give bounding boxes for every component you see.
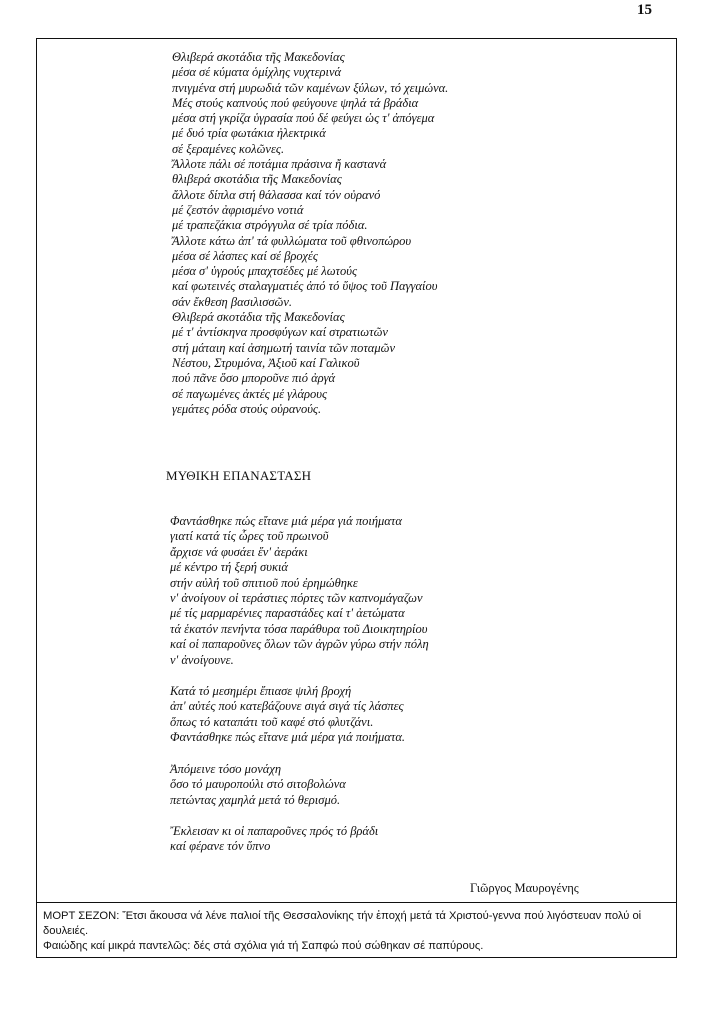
poem-line: μέ δυό τρία φωτάκια ἠλεκτρικά [172, 126, 326, 141]
poem-line: ν' ἀνοίγουνε. [170, 652, 234, 667]
poem-line: Θλιβερά σκοτάδια τῆς Μακεδονίας [172, 310, 345, 325]
poem-line: ἄλλοτε δίπλα στή θάλασσα καί τόν οὐρανό [172, 187, 381, 202]
poem-line: στήν αὐλή τοῦ σπιτιοῦ πού ἐρημώθηκε [170, 575, 358, 590]
poem-line: μέ κέντρο τή ξερή συκιά [170, 560, 288, 575]
section-title: ΜΥΘΙΚΗ ΕΠΑΝΑΣΤΑΣΗ [166, 468, 312, 483]
footnote-term: Φαιώδης καί μικρά παντελῶς: [43, 940, 191, 952]
poem-line: μέ τ' ἀντίσκηνα προσφύγων καί στρατιωτῶν [172, 325, 388, 340]
footnote-term: ΜΟΡΤ ΣΕΖΟΝ: [43, 910, 120, 922]
author-signature: Γιῶργος Μαυρογένης [470, 881, 579, 895]
poem-line: ὅσο τό μαυροπούλι στό σιτοβολώνα [170, 777, 346, 792]
poem-line: Φαντάσθηκε πώς εἴτανε μιά μέρα γιά ποιήματα [170, 514, 402, 528]
footnote [43, 909, 669, 939]
poem-line: Κατά τό μεσημέρι ἔπιασε ψιλή βροχή [170, 684, 352, 699]
poem-stanza [170, 824, 670, 855]
poem-line: τά ἑκατόν πενήντα τόσα παράθυρα τοῦ Διοικητηρίου [170, 621, 428, 636]
poem-line: μέσα σέ λάσπες καί σέ βροχές [172, 248, 318, 263]
footer-divider [36, 902, 677, 903]
poem-line: Ἔκλεισαν κι οἱ παπαροῦνες πρός τό βράδι [170, 823, 379, 838]
poem-line: σέ ξεραμένες κολῶνες. [172, 141, 285, 156]
poem-line: καί φέρανε τόν ὕπνο [170, 839, 271, 854]
poem-line: πνιγμένα στή μυρωδιά τῶν καμένων ξύλων, τό χειμώνα. [172, 80, 449, 95]
poem-macedonia [172, 50, 672, 417]
poem-stanza [170, 684, 670, 746]
poem-line: ἄρχισε νά φυσάει ἕν' ἀεράκι [170, 544, 308, 559]
poem-line: θλιβερά σκοτάδια τῆς Μακεδονίας [172, 172, 342, 187]
poem-line: μέσα στή γκρίζα ὑγρασία πού δέ φεύγει ὡς τ' ἀπόγεμα [172, 111, 435, 126]
poem-line: Μές στούς καπνούς πού φεύγουνε ψηλά τά βράδια [172, 95, 419, 110]
poem-mythical-revolution [170, 514, 670, 871]
poem-line: γεμάτες ρόδα στούς οὐρανούς. [172, 401, 322, 416]
poem-line: πετώντας χαμηλά μετά τό θερισμό. [170, 792, 341, 807]
poem-line: Ἄλλοτε πάλι σέ ποτάμια πράσινα ἤ καστανά [172, 157, 387, 172]
poem-line: Ἀπόμεινε τόσο μονάχη [170, 761, 282, 776]
poem-line: σάν ἔκθεση βασιλισσῶν. [172, 294, 293, 309]
poem-stanza [170, 514, 670, 668]
poem-line: καί οἱ παπαροῦνες ὅλων τῶν ἀγρῶν γύρω στήν πόλη [170, 637, 429, 652]
poem-line: Νέστου, Στρυμόνα, Ἀξιοῦ καί Γαλικοῦ [172, 355, 360, 370]
poem-line: γιατί κατά τίς ὧρες τοῦ πρωινοῦ [170, 529, 329, 544]
poem-line: μέ τίς μαρμαρένιες παραστάδες καί τ' ἀετώματα [170, 606, 405, 621]
footnote-text: Ἔτσι ἄκουσα νά λένε παλιοί τῆς Θεσσαλονίκης τήν ἐποχή μετά τά Χριστού-γεννα πού λιγόστευαν πολύ οἱ δουλειές. [43, 910, 642, 937]
poem-line: στή μάταιη καί ἀσημωτή ταινία τῶν ποταμῶν [172, 340, 396, 355]
poem-line: καί φωτεινές σταλαγματιές ἀπό τό ὕψος τοῦ Παγγαίου [172, 279, 438, 294]
poem-line: Ἄλλοτε κάτω ἀπ' τά φυλλώματα τοῦ φθινοπώρου [172, 233, 412, 248]
poem-line: μέσα σέ κύματα ὁμίχλης νυχτερινά [172, 65, 342, 80]
poem-line: Θλιβερά σκοτάδια τῆς Μακεδονίας [172, 50, 345, 64]
footnote-text: δές στά σχόλια γιά τή Σαπφώ πού σώθηκαν σέ παπύρους. [190, 940, 484, 952]
poem-line: μέ τραπεζάκια στρόγγυλα σέ τρία πόδια. [172, 218, 368, 233]
poem-line: ν' ἀνοίγουν οἱ τεράστιες πόρτες τῶν καπνομάγαζων [170, 591, 423, 606]
footnote [43, 939, 669, 954]
poem-line: σέ παγωμένες ἀκτές μέ γλάρους [172, 386, 328, 401]
poem-line: ὅπως τό καταπάτι τοῦ καφέ στό φλυτζάνι. [170, 714, 374, 729]
poem-line: πού πᾶνε ὅσο μποροῦνε πιό ἀργά [172, 371, 336, 386]
poem-line: ἀπ' αὐτές πού κατεβάζουνε σιγά σιγά τίς λάσπες [170, 699, 404, 714]
poem-line: Φαντάσθηκε πώς εἴτανε μιά μέρα γιά ποιήματα. [170, 730, 406, 745]
page-number: 15 [637, 2, 652, 18]
poem-line: μέ ζεστόν ἀφρισμένο νοτιά [172, 202, 304, 217]
footnotes [43, 909, 669, 954]
poem-stanza [170, 762, 670, 808]
poem-line: μέσα σ' ὑγρούς μπαχτσέδες μέ λωτούς [172, 264, 358, 279]
